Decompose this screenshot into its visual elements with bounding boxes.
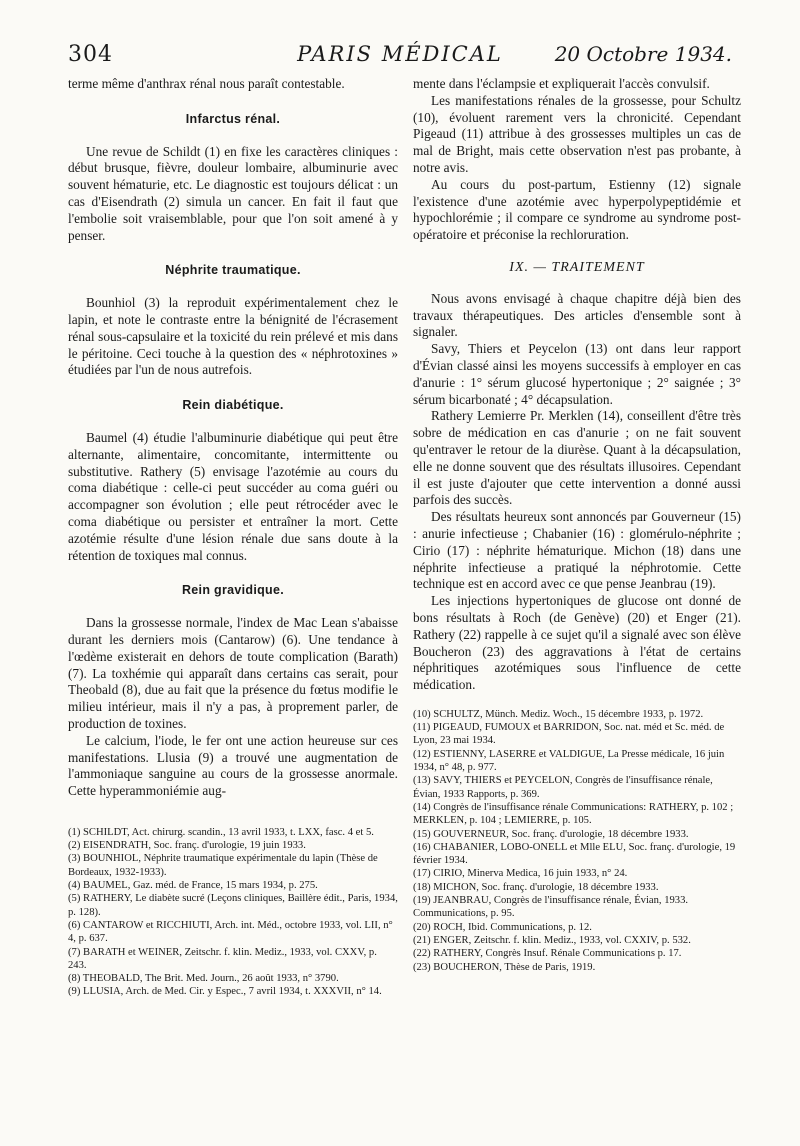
footnote: (1) SCHILDT, Act. chirurg. scandin., 13 avril 1933, t. LXX, fasc. 4 et 5. <box>68 826 374 838</box>
footnote: (18) MICHON, Soc. franç. d'urologie, 18 décembre 1933. <box>413 881 659 893</box>
paragraph: Rathery Lemierre Pr. Merklen (14), conseillent d'être très sobre de médication en cas d'anurie ; on ne fait souvent qu'entraver le retour de la diurèse. Quant à la décapsulation, elle ne donne souvent que des résultats illusoires. Cependant il est juste d'ajouter que cette intervention a donné aussi parfois des succès. <box>413 408 741 508</box>
footnote: (10) SCHULTZ, Münch. Mediz. Woch., 15 décembre 1933, p. 1972. <box>413 708 704 720</box>
paragraph: Bounhiol (3) la reproduit expérimentalement chez le lapin, et note le contraste entre la bénignité de l'écrasement rénal sous-capsulaire et la toxicité du rein prélevé et mis dans le péritoine. Ceci touche à la question des « néphrotoxines » étudiées par l'un de nous autrefois. <box>68 295 398 378</box>
right-column <box>413 76 741 974</box>
paragraph: Savy, Thiers et Peycelon (13) ont dans leur rapport d'Évian classé ainsi les moyens successifs à employer en cas d'anurie : 1° sérum glucosé hypertonique ; 2° saignée ; 3° sérum bicarbonaté ; 4° décapsulation. <box>413 341 741 407</box>
paragraph: Nous avons envisagé à chaque chapitre déjà bien des travaux thérapeutiques. Des articles d'ensemble sont à signaler. <box>413 290 741 340</box>
chapter-heading: IX. — TRAITEMENT <box>509 259 645 275</box>
footnote: (5) RATHERY, Le diabète sucré (Leçons cliniques, Baillère édit., Paris, 1934, p. 128). <box>68 893 398 918</box>
paragraph: Au cours du post-partum, Estienny (12) signale l'existence d'une azotémie avec hyperpolypeptidémie et hypochlorémie ; il compare ce syndrome au syndrome post-opératoire et préconise la rechloruration. <box>413 176 741 243</box>
paragraph: Dans la grossesse normale, l'index de Mac Lean s'abaisse durant les derniers mois (Cantarow) (6). Une tendance à l'œdème existerait en dehors de toute complication (Barath) (7). La toxhémie qui apparaît dans certains cas serait, pour Theobald (8), due au fait que la présence du fœtus modifie le milieu intérieur, mais il n'y a pas, à proprement parler, de production de toxines. <box>68 615 398 731</box>
issue-date: 20 Octobre 1934. <box>554 42 732 66</box>
footnote: (15) GOUVERNEUR, Soc. franç. d'urologie, 18 décembre 1933. <box>413 828 689 840</box>
paragraph: mente dans l'éclampsie et expliquerait l'accès convulsif. <box>413 76 710 91</box>
page-header <box>0 38 800 72</box>
footnote: (17) CIRIO, Minerva Medica, 16 juin 1933, n° 24. <box>413 868 628 880</box>
footnote: (8) THEOBALD, The Brit. Med. Journ., 26 août 1933, n° 3790. <box>68 973 339 985</box>
footnote: (11) PIGEAUD, FUMOUX et BARRIDON, Soc. nat. méd et Sc. méd. de Lyon, 23 mai 1934. <box>413 722 725 747</box>
footnote: (20) ROCH, Ibid. Communications, p. 12. <box>413 921 592 933</box>
footnote: (2) EISENDRATH, Soc. franç. d'urologie, 19 juin 1933. <box>68 840 306 852</box>
footnote: (13) SAVY, THIERS et PEYCELON, Congrès de l'insuffisance rénale, Évian, 1933 Rapports, p. 369. <box>413 775 713 800</box>
footnote: (9) LLUSIA, Arch. de Med. Cir. y Espec., 7 avril 1934, t. XXXVII, n° 14. <box>68 986 382 998</box>
paragraph: Baumel (4) étudie l'albuminurie diabétique qui peut être alternante, alimentaire, concomitante, intermittente ou substitutive. Rathery (5) envisage l'azotémie au cours du coma diabétique : celle-ci peut succéder au coma guéri ou accompagner son évolution ; elle peut rétrocéder avec le coma diabétique ou persister et entraîner la mort. Cette azotémie résulte d'une lésion rénale due sans doute à la rétention de toxiques mal connus. <box>68 429 398 563</box>
footnotes-right <box>413 708 741 974</box>
footnote: (19) JEANBRAU, Congrès de l'insuffisance rénale, Évian, 1933. Communications, p. 95. <box>413 895 689 920</box>
journal-title: PARIS MÉDICAL <box>297 42 503 66</box>
paragraph: Les injections hypertoniques de glucose ont donné de bons résultats à Roch (de Genève) (20) et Enger (21). Rathery (22) rappelle à ce sujet qu'il a signalé avec son élève Boucheron (23) des aggravations à l'état de certains néphritiques azotémiques sous l'influence de cette médication. <box>413 593 741 693</box>
paragraph: terme même d'anthrax rénal nous paraît contestable. <box>68 76 345 91</box>
section-heading: Néphrite traumatique. <box>165 263 301 278</box>
footnote: (21) ENGER, Zeitschr. f. klin. Mediz., 1933, vol. CXXIV, p. 532. <box>413 934 691 946</box>
section-heading: Rein gravidique. <box>181 583 285 598</box>
footnote: (22) RATHERY, Congrès Insuf. Rénale Communications p. 17. <box>413 948 682 960</box>
footnote: (16) CHABANIER, LOBO-ONELL et Mlle ELU, Soc. franç. d'urologie, 19 février 1934. <box>413 841 736 867</box>
page-number: 304 <box>68 42 113 67</box>
paragraph: Des résultats heureux sont annoncés par Gouverneur (15) : anurie infectieuse ; Chabanier (16) : glomérulo-néphrite ; Cirio (17) : néphrite hématurique. Michon (18) dans une néphrite infectieuse a pratiqué la néphrotomie. Cette technique est en accord avec ce que pense Jeanbrau (19). <box>413 509 741 592</box>
footnote: (7) BARATH et WEINER, Zeitschr. f. klin. Mediz., 1933, vol. CXXV, p. 243. <box>68 946 377 971</box>
footnotes-left <box>68 826 398 999</box>
paragraph: Les manifestations rénales de la grossesse, pour Schultz (10), évoluent rarement vers la chronicité. Cependant Pigeaud (11) attribue à des grossesses multiples un cas de mal de Bright, mais cette observation n'est pas probante, à notre avis. <box>413 92 741 175</box>
footnote: (3) BOUNHIOL, Néphrite traumatique expérimentale du lapin (Thèse de Bordeaux, 1932-1933). <box>68 853 378 878</box>
footnote: (14) Congrès de l'insuffisance rénale Communications: RATHERY, p. 102 ; MERKLEN, p. 104 ; LEMIERRE, p. 105. <box>413 801 734 827</box>
paragraph: Une revue de Schildt (1) en fixe les caractères cliniques : début brusque, fièvre, douleur lombaire, albuminurie avec souvent hématurie, etc. Le diagnostic est toujours délicat : un cas d'Eisendrath (2) simula un cancer. En fait il faut que l'embolie soit vraisemblable, pour que l'on soit amené à y penser. <box>68 143 398 243</box>
footnote: (4) BAUMEL, Gaz. méd. de France, 15 mars 1934, p. 275. <box>68 880 318 892</box>
section-heading: Rein diabétique. <box>182 398 284 413</box>
left-column <box>68 76 398 999</box>
footnote: (12) ESTIENNY, LASERRE et VALDIGUE, La Presse médicale, 16 juin 1934, n° 48, p. 977. <box>413 748 725 774</box>
paragraph: Le calcium, l'iode, le fer ont une action heureuse sur ces manifestations. Llusia (9) a trouvé une augmentation de l'ammoniaque sanguine au cours de la grossesse anormale. Cette hyperammoniémie aug- <box>68 732 398 799</box>
footnote: (6) CANTAROW et RICCHIUTI, Arch. int. Méd., octobre 1933, vol. LII, n° 4, p. 637. <box>68 919 393 945</box>
section-heading: Infarctus rénal. <box>185 111 281 126</box>
footnote: (23) BOUCHERON, Thèse de Paris, 1919. <box>413 961 596 973</box>
